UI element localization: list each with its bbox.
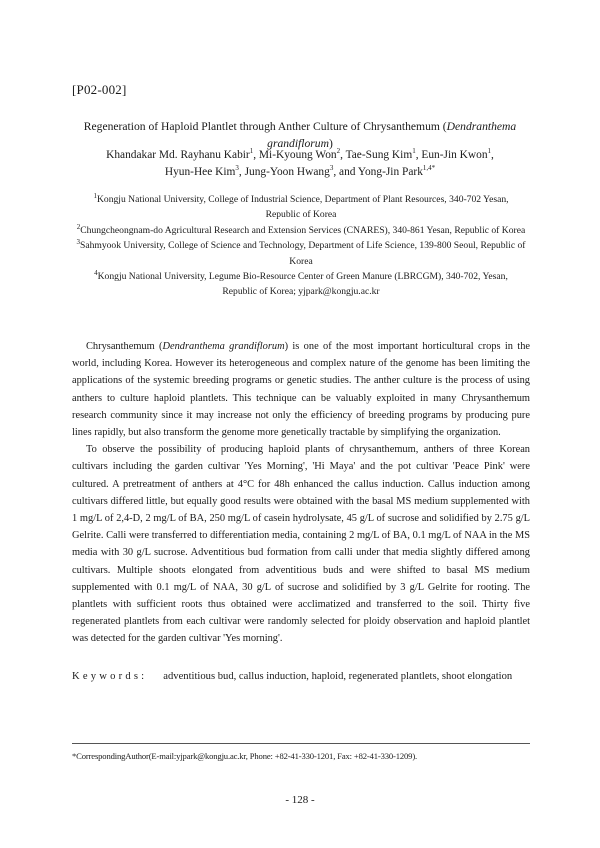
title-species: Dendranthema grandiflorum — [267, 120, 517, 150]
affiliation: $^2$Chungcheongnam-do Agricultural Research and Extension Services (CNARES), 340-861 Yesan, Republic of Korea — [76, 222, 526, 236]
abstract-body — [72, 338, 530, 648]
keywords-text: adventitious bud, callus induction, haploid, regenerated plantlets, shoot elongation — [163, 671, 513, 682]
affiliation-list — [76, 192, 526, 300]
page-number: - 128 - — [285, 794, 315, 806]
paper-code: [P02-002] — [72, 82, 127, 97]
keywords-label: Keywords: — [72, 671, 148, 682]
affiliation: $^4$Kongju National University, Legume Bio-Resource Center of Green Manure (LBRCGM), 340-702, Yesan, Republic of Korea; yjpark@kongju.ac.kr — [94, 268, 508, 298]
author: Eun-Jin Kwon$^1$, — [421, 147, 494, 161]
footnote-divider — [72, 743, 530, 744]
author: Jung-Yoon Hwang$^3$, and — [244, 164, 358, 178]
title-suffix: ) — [328, 137, 333, 150]
affiliation: $^1$Kongju National University, College of Industrial Science, Department of Plant Resources, 340-702 Yesan, Republic of Korea — [93, 191, 509, 221]
affiliation: $^3$Sahmyook University, College of Science and Technology, Department of Life Science, 139-800 Seoul, Republic of Korea — [76, 238, 526, 267]
abstract-paragraph: Chrysanthemum (Dendranthema grandiflorum) is one of the most important horticultural crops in the world, including Korea. However its heterogeneous and complex nature of the genome has been limiting the applications of the systemic breeding programs or genetic studies. The anther culture is the process of using anthers to culture haploid plantlets. This technique can be valuably exploited in many Chrysanthemum research community since it may increase not only the efficiency of breeding programs by producing pure lines rapidly, but also transform the genome more genetically tractable by simplifying the organization. — [72, 341, 531, 439]
title-prefix: Regeneration of Haploid Plantlet through Anther Culture of Chrysanthemum ( — [83, 120, 447, 133]
abstract-paragraph: To observe the possibility of producing haploid plants of chrysanthemum, anthers of three Korean cultivars including the garden cultivar 'Yes Morning', 'Hi Maya' and the pot cultivar 'Peace Pink' were cultured. A pretreatment of anthers at 4°C for 48h enhanced the callus induction. Callus induction among cultivars differed little, but equally good results were obtained with the basal MS medium supplemented with 1 mg/L of 2,4-D, 2 mg/L of BA, 250 mg/L of casein hydrolysate, 45 g/L of sucrose and solidified by 2.75 g/L Gelrite. Calli were transferred to differentiation media, containing 2 mg/L of BA, 0.1 mg/L of NAA in the MS media with 30 g/L sucrose. Adventitious bud formation from calli under that media slightly differed among cultivars. Multiple shoots elongated from adventitious buds and were shifted to basal MS medium supplemented with 0.1 mg/L of NAA, 30 g/L of sucrose and solidified by 3 g/L Gelrite for rooting. The plantlets with sufficient roots thus obtained were acclimatized and transferred to the soil. Thirty five regenerated plantlets from each cultivar were randomly selected for ploidy observation and haploid plantlet was detected for the garden cultivar 'Yes morning'. — [72, 444, 530, 645]
author-list — [60, 147, 540, 181]
author: Khandakar Md. Rayhanu Kabir$^1$, — [106, 147, 259, 161]
keywords — [72, 671, 542, 682]
author: Mi-Kyoung Won$^2$, — [258, 147, 346, 161]
author: Tae-Sung Kim$^1$, — [345, 147, 422, 161]
author: Yong-Jin Park$^{1,4*}$ — [357, 164, 436, 178]
abstract-species: Dendranthema grandiflorum — [162, 341, 285, 352]
author: Hyun-Hee Kim$^3$, — [164, 164, 245, 178]
corresponding-author-footnote: *CorrespondingAuthor(E-mail:yjpark@kongju.ac.kr, Phone: +82-41-330-1201, Fax: +82-41-330-1209). — [72, 751, 418, 761]
